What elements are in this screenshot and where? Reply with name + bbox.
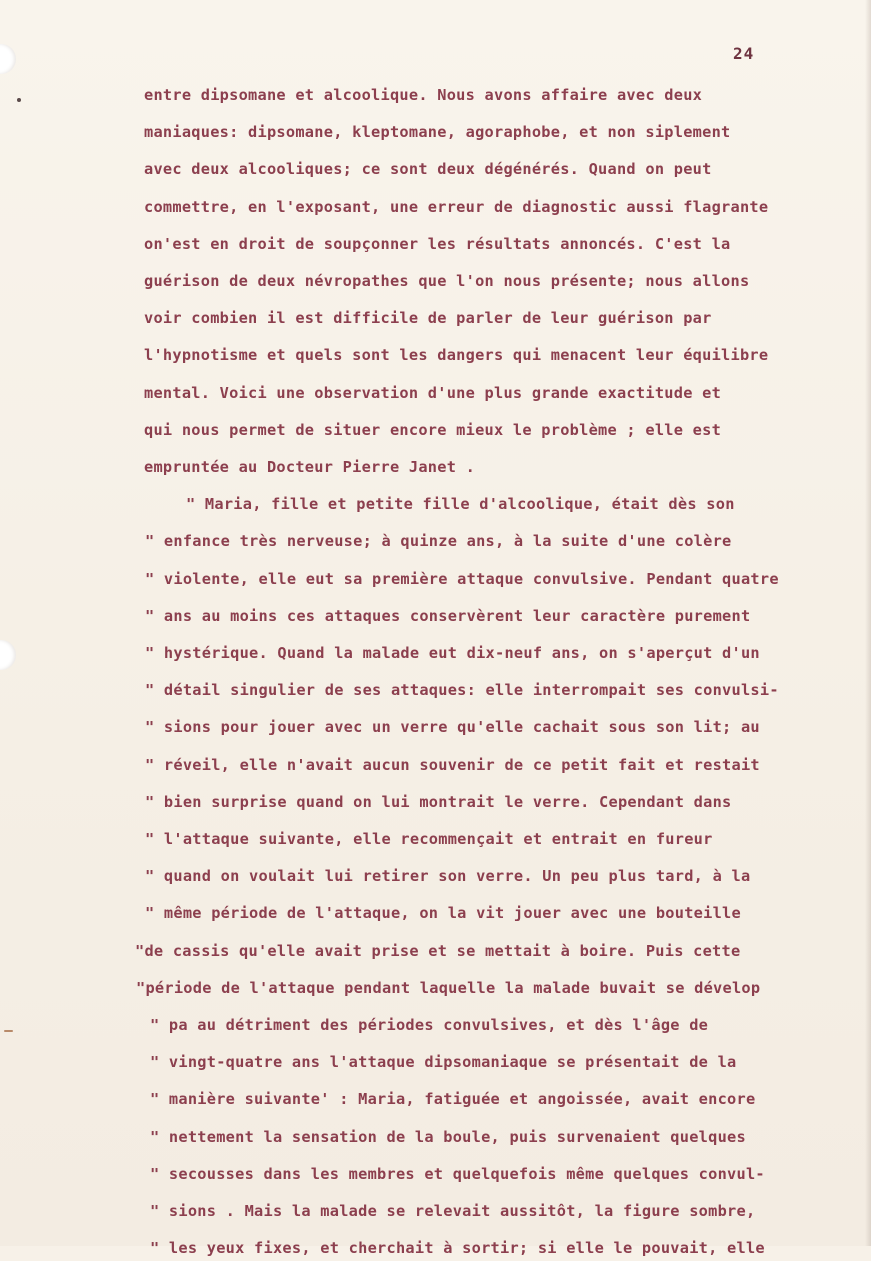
text-line: " détail singulier de ses attaques: elle interrompait ses convulsi- — [145, 681, 779, 700]
text-line: "période de l'attaque pendant laquelle la malade buvait se dévelop — [136, 978, 761, 997]
text-line: " hystérique. Quand la malade eut dix-neuf ans, on s'aperçut d'un — [145, 644, 760, 662]
text-line: " nettement la sensation de la boule, puis survenaient quelques — [150, 1127, 746, 1146]
text-line: " Maria, fille et petite fille d'alcoolique, était dès son — [186, 495, 735, 514]
text-line: " sions pour jouer avec un verre qu'elle cachait sous son lit; au — [145, 718, 760, 737]
text-line: " les yeux fixes, et cherchait à sortir; si elle le pouvait, elle — [150, 1239, 765, 1258]
text-line: " secousses dans les membres et quelquefois même quelques convul- — [150, 1164, 765, 1183]
text-line: voir combien il est difficile de parler de leur guérison par — [144, 309, 712, 328]
text-line: entre dipsomane et alcoolique. Nous avons affaire avec deux — [144, 86, 703, 104]
text-line: " réveil, elle n'avait aucun souvenir de ce petit fait et restait — [145, 755, 760, 774]
text-line: " sions . Mais la malade se relevait aussitôt, la figure sombre, — [150, 1202, 756, 1220]
text-line: on'est en droit de soupçonner les résultats annoncés. C'est la — [144, 234, 731, 253]
text-line: " même période de l'attaque, on la vit jouer avec une bouteille — [145, 904, 741, 923]
text-line: " pa au détriment des périodes convulsives, et dès l'âge de — [150, 1016, 709, 1034]
text-line: " violente, elle eut sa première attaque convulsive. Pendant quatre — [145, 569, 779, 588]
document-body — [0, 78, 871, 1258]
text-line: " bien surprise quand on lui montrait le verre. Cependant dans — [145, 792, 732, 811]
text-line: l'hypnotisme et quels sont les dangers qui menacent leur équilibre — [144, 346, 769, 365]
text-line: avec deux alcooliques; ce sont deux dégénérés. Quand on peut — [144, 160, 712, 179]
text-line: " manière suivante' : Maria, fatiguée et angoissée, avait encore — [150, 1090, 756, 1109]
text-line: " quand on voulait lui retirer son verre. Un peu plus tard, à la — [145, 867, 751, 886]
text-line: commettre, en l'exposant, une erreur de diagnostic aussi flagrante — [144, 197, 769, 216]
punch-hole — [0, 44, 16, 74]
text-line: "de cassis qu'elle avait prise et se mettait à boire. Puis cette — [135, 941, 741, 960]
text-line: qui nous permet de situer encore mieux le problème ; elle est — [144, 420, 722, 439]
text-line: " l'attaque suivante, elle recommençait et entrait en fureur — [145, 830, 713, 848]
page-number: 24 — [733, 44, 755, 63]
text-line: " ans au moins ces attaques conservèrent leur caractère purement — [145, 606, 751, 625]
text-line: guérison de deux névropathes que l'on nous présente; nous allons — [144, 272, 750, 290]
text-line: empruntée au Docteur Pierre Janet . — [144, 458, 476, 476]
text-line: " enfance très nerveuse; à quinze ans, à la suite d'une colère — [145, 532, 732, 551]
text-line: " vingt-quatre ans l'attaque dipsomaniaque se présentait de la — [150, 1053, 737, 1072]
text-line: mental. Voici une observation d'une plus grande exactitude et — [144, 383, 722, 402]
text-line: maniaques: dipsomane, kleptomane, agoraphobe, et non siplement — [144, 123, 731, 142]
